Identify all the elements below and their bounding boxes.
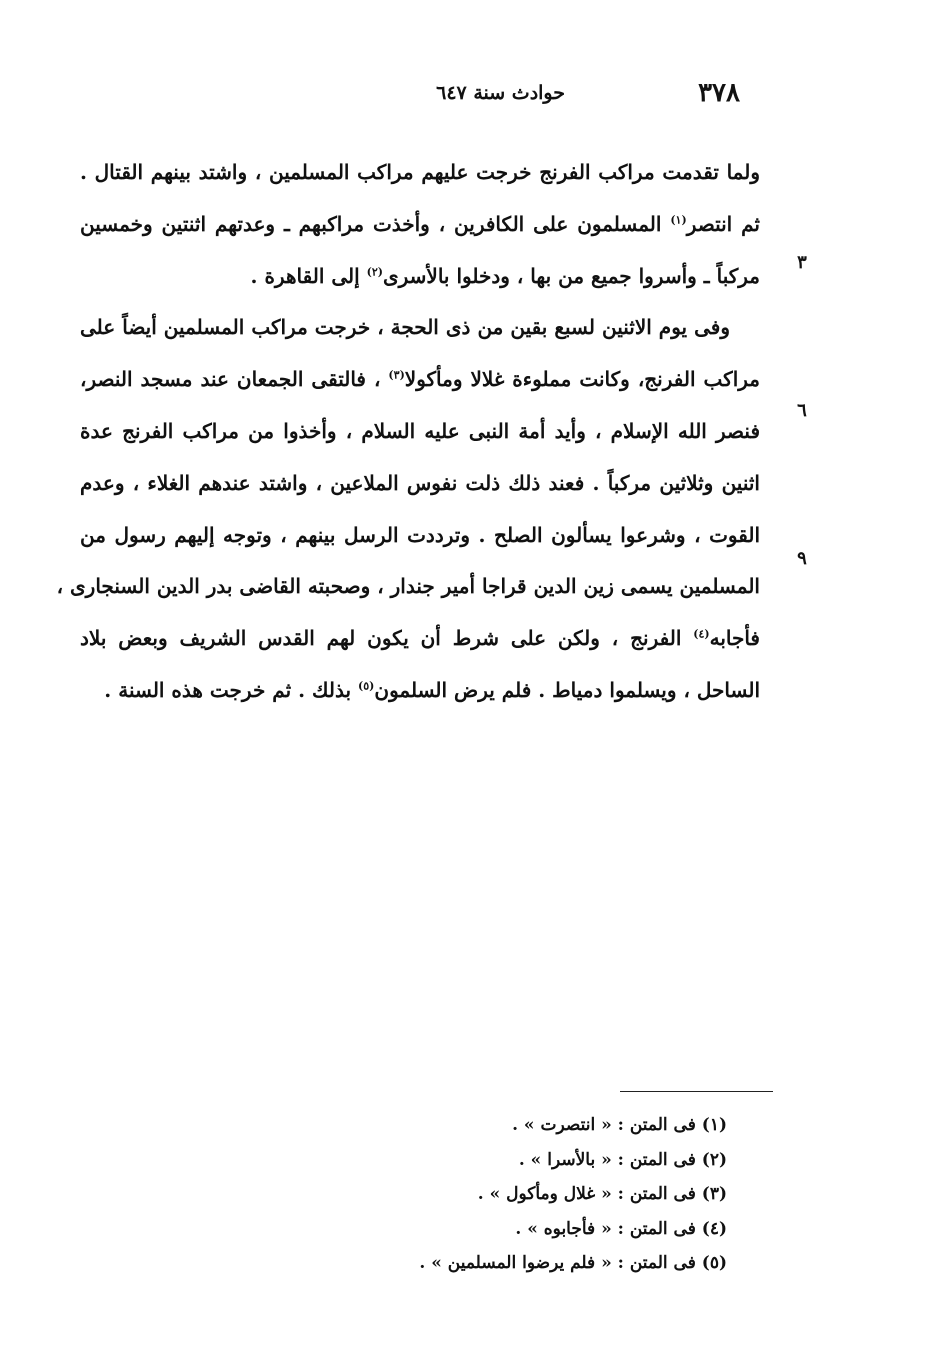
main-text: [56, 152, 760, 722]
text-line-segment: الساحل ، ويسلموا دمياط . فلم يرض السلمون: [374, 677, 760, 702]
line-number-9: ٩: [797, 548, 807, 569]
running-title: حوادث سنة ٦٤٧: [436, 82, 565, 104]
text-line-segment: ثم انتصر: [686, 211, 760, 236]
line-number-3: ٣: [797, 252, 807, 273]
footnote-separator: [620, 1091, 773, 1092]
text-line-segment: إلى القاهرة .: [250, 263, 367, 288]
page-header: [340, 78, 740, 112]
footnote-2: (٢) فى المتن : « بالأسرا » .: [518, 1149, 727, 1170]
text-line-2: [80, 204, 760, 256]
text-line-content: اثنين وثلاثين مركباً . فعند ذلك ذلت نفوس الملاعين ، واشتد عندهم الغلاء ، وعدم: [80, 470, 760, 495]
text-line-9: [56, 566, 760, 618]
text-line-6: [80, 411, 760, 463]
footnote-3: (٣) فى المتن : « غلال ومأكول » .: [477, 1184, 727, 1204]
text-line-8: [80, 515, 760, 567]
footnote-reference-1: (١): [670, 213, 687, 227]
page-number: ٣٧٨: [698, 78, 740, 108]
text-line-segment: الفرنج ، ولكن على شرط أن يكون لهم القدس الشريف وبعض بلاد: [80, 626, 694, 651]
text-line-10: [80, 618, 760, 670]
text-line-content: القوت ، وشرعوا يسألون الصلح . وترددت الرسل بينهم ، وتوجه إليهم رسول من: [80, 522, 760, 547]
text-line-content: فنصر الله الإسلام ، وأيد أمة النبى عليه السلام ، وأخذوا من مراكب الفرنج عدة: [80, 418, 760, 443]
text-line-content: ولما تقدمت مراكب الفرنج خرجت عليهم مراكب المسلمين ، واشتد بينهم القتال .: [80, 160, 760, 184]
footnote-4: (٤) فى المتن : « فأجابوه » .: [515, 1218, 727, 1239]
text-line-5: [80, 359, 760, 411]
text-line-4: [80, 307, 760, 359]
footnote-5: (٥) فى المتن : « فلم يرضوا المسلمين » .: [419, 1253, 727, 1273]
footnote-reference-3: (٣): [388, 368, 405, 382]
text-line-segment: مركباً ـ وأسروا جميع من بها ، ودخلوا بالأسرى: [382, 263, 760, 288]
text-line-content: المسلمين يسمى زين الدين قراجا أمير جندار ، وصحبته القاضى بدر الدين السنجارى ،: [56, 574, 760, 599]
text-line-3: [80, 256, 760, 308]
text-line-7: [80, 463, 760, 515]
text-line-11: [80, 670, 760, 722]
text-line-1: [80, 152, 760, 204]
text-line-content: وفى يوم الاثنين لسبع بقين من ذى الحجة ، خرجت مراكب المسلمين أيضاً على: [80, 315, 730, 340]
footnote-1: (١) فى المتن : « انتصرت » .: [512, 1115, 727, 1135]
footnotes: [419, 1110, 727, 1283]
text-line-segment: مراكب الفرنج، وكانت مملوءة غلالا ومأكولا: [404, 367, 760, 392]
text-line-segment: فأجابه: [709, 626, 760, 651]
footnote-reference-4: (٤): [693, 627, 710, 641]
text-line-segment: المسلمون على الكافرين ، وأخذت مراكبهم ـ وعدتهم اثنتين وخمسين: [80, 211, 671, 236]
footnote-reference-2: (٢): [366, 264, 383, 278]
line-number-6: ٦: [797, 400, 807, 421]
footnote-reference-5: (٥): [358, 679, 375, 693]
text-line-segment: ، فالتقى الجمعان عند مسجد النصر،: [80, 367, 389, 392]
text-line-segment: بذلك . ثم خرجت هذه السنة .: [104, 677, 359, 702]
